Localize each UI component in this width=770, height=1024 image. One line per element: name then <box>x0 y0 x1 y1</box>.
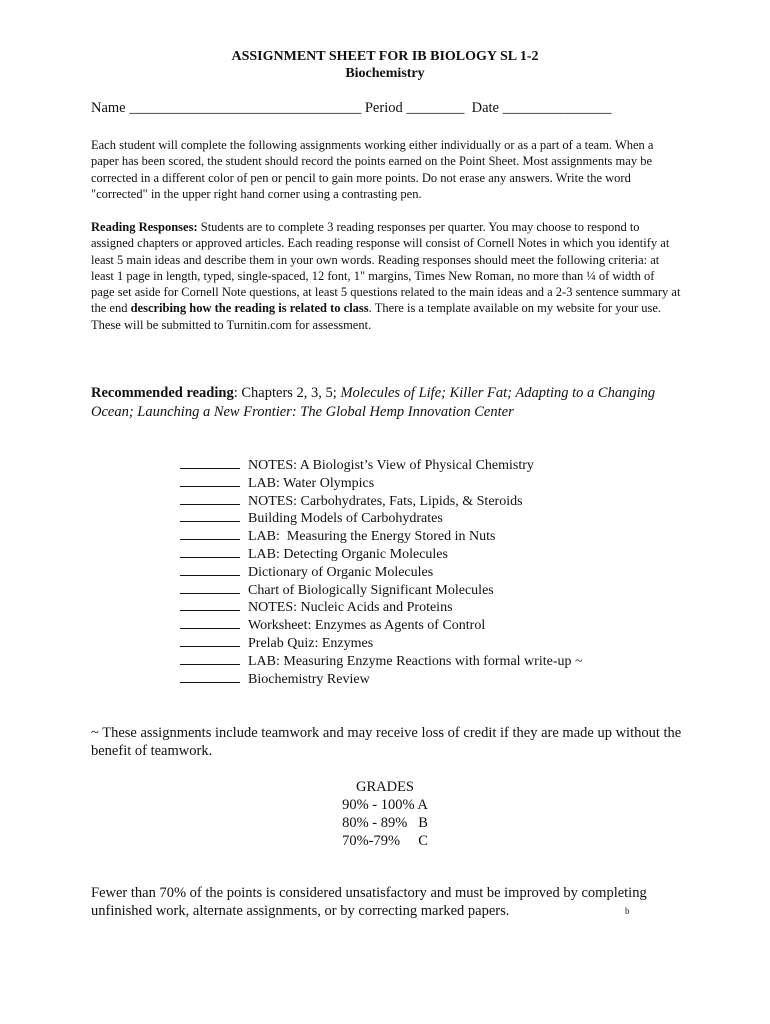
score-blank <box>180 582 240 594</box>
grades-heading: GRADES <box>355 779 414 795</box>
assignment-row <box>180 617 583 635</box>
reading-responses-label: Reading Responses: <box>91 220 198 234</box>
recommended-reading-label: Recommended reading <box>91 385 234 401</box>
reading-responses-paragraph <box>91 219 681 333</box>
assignment-label: LAB: Detecting Organic Molecules <box>248 546 448 562</box>
assignment-label: LAB: Water Olympics <box>248 475 375 491</box>
score-blank <box>180 475 240 487</box>
assignment-row <box>180 564 583 582</box>
assignment-label: Biochemistry Review <box>248 671 370 687</box>
grade-row: 80% - 89% B <box>342 815 428 831</box>
assignment-list <box>180 457 583 688</box>
recommended-chapters: : Chapters 2, 3, 5; <box>233 385 341 401</box>
assignment-row <box>180 635 583 653</box>
page-title <box>0 48 770 82</box>
score-blank <box>180 653 240 665</box>
title-line-2: Biochemistry <box>345 66 425 81</box>
intro-paragraph: Each student will complete the following assignments working either individually or as a part of a team. When a paper has been scored, the student should record the points earned on the Point Sheet. Most assignments may be corrected in a different color of pen or pencil to gain more points. Do not erase any answers. Write the word "corrected" in the upper right hand corner using a contrasting pen. <box>91 138 654 201</box>
assignment-label: LAB: Measuring the Energy Stored in Nuts <box>248 529 496 545</box>
score-blank <box>180 617 240 629</box>
assignment-row <box>180 599 583 617</box>
title-line-1: ASSIGNMENT SHEET FOR IB BIOLOGY SL 1-2 <box>231 49 539 64</box>
score-blank <box>180 635 240 647</box>
assignment-label: Dictionary of Organic Molecules <box>248 564 434 580</box>
assignment-row <box>180 510 583 528</box>
assignment-label: LAB: Measuring Enzyme Reactions with formal write-up ~ <box>248 653 583 669</box>
name-period-date-line: Name ________________________________ Period ________ Date _______________ <box>91 100 612 116</box>
score-blank <box>180 510 240 522</box>
assignment-row <box>180 653 583 671</box>
reading-responses-text-a: Students are to complete 3 reading responses per quarter. You may choose to respond to assigned chapters or approved articles. Each reading response will consist of Cornell Notes in which you identify at least 5 main ideas and describe them in your own words. Reading responses should meet the following criteria: at least 1 page in length, typed, single-spaced, 12 font, 1" margins, Times New Roman, no more than ¼ of width of page set aside for Cornell Note questions, at least 5 questions related to the main ideas and a 2-3 sentence summary at the end <box>91 220 681 316</box>
assignment-row <box>180 493 583 511</box>
assignment-row <box>180 546 583 564</box>
assignment-row <box>180 475 583 493</box>
assignment-row <box>180 528 583 546</box>
corner-mark: b <box>625 906 630 916</box>
assignment-label: Prelab Quiz: Enzymes <box>248 635 374 651</box>
score-blank <box>180 493 240 505</box>
reading-responses-bold-text: describing how the reading is related to class <box>130 301 369 316</box>
score-blank <box>180 599 240 611</box>
assignment-label: NOTES: A Biologist’s View of Physical Chemistry <box>248 458 534 473</box>
assignment-row <box>180 457 583 475</box>
score-blank <box>180 564 240 576</box>
teamwork-note: ~ These assignments include teamwork and may receive loss of credit if they are made up without the benefit of teamwork. <box>91 725 682 759</box>
assignment-label: Chart of Biologically Significant Molecules <box>248 582 494 598</box>
reading-responses-text-b: . There is a template available on my website for your use. These will be submitted to Turnitin.com for assessment. <box>91 301 662 332</box>
recommended-reading <box>91 384 691 422</box>
footer-paragraph: Fewer than 70% of the points is considered unsatisfactory and must be improved by completing unfinished work, alternate assignments, or by correcting marked papers. <box>91 885 647 919</box>
score-blank <box>180 528 240 540</box>
score-blank <box>180 457 240 469</box>
recommended-titles: Molecules of Life; Killer Fat; Adapting to a Changing Ocean; Launching a New Frontier: The Global Hemp Innovation Center <box>91 385 656 420</box>
grade-row: 90% - 100% A <box>342 797 428 813</box>
assignment-label: NOTES: Nucleic Acids and Proteins <box>248 600 453 616</box>
grade-row: 70%-79% C <box>342 833 428 849</box>
score-blank <box>180 671 240 683</box>
score-blank <box>180 546 240 558</box>
assignment-label: Building Models of Carbohydrates <box>248 511 443 527</box>
assignment-label: NOTES: Carbohydrates, Fats, Lipids, & Steroids <box>248 493 523 509</box>
grades-table <box>0 778 770 850</box>
assignment-row <box>180 671 583 689</box>
assignment-label: Worksheet: Enzymes as Agents of Control <box>248 618 486 634</box>
assignment-row <box>180 582 583 600</box>
